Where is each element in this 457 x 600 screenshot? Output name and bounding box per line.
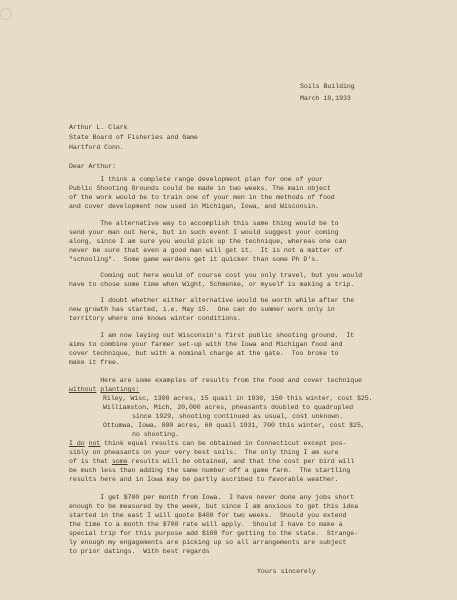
after-examples-start-3: of is that — [69, 458, 112, 465]
after-examples-line-5: results here and in Iowa may be partly ascribed to favorable weather. — [69, 476, 339, 483]
final-paragraph-line-7: to prior datings. With best regards — [69, 548, 210, 555]
header-building: Soils Building — [300, 83, 355, 90]
paragraph-2-line-3: along, since I am sure you would pick up the technique, whereas one can — [69, 238, 347, 245]
example-line-3: since 1929, shooting continued as usual, cost unknown. — [132, 413, 343, 420]
some-label: some — [111, 458, 128, 465]
example-line-2: Williamston, Mich, 20,000 acres, pheasants doubled to quadrupled — [103, 404, 354, 411]
closing: Yours sincerely — [257, 568, 316, 575]
paragraph-4-line-3: territory where one knows winter conditions. — [69, 315, 241, 322]
paragraph-3-line-2: have to chose some time when Wight, Schmenke, or myself is making a trip. — [69, 281, 355, 288]
paragraph-1-line-2: Public Shooting Grounds could be made in two weeks. The main object — [69, 185, 331, 192]
paragraph-2-line-4: never be sure that even a good man will get it. It is not a matter of — [69, 247, 343, 254]
after-examples-rest-2: results will be obtained, and that the cost per bird will — [127, 458, 355, 465]
after-examples-line-2: sibly on pheasants on your very best soils. The only thing I am sure — [69, 449, 339, 456]
header-date: March 10,1933 — [300, 95, 351, 102]
final-paragraph-line-6: ly enough my engagements are picking up so all arrangements are subject — [69, 539, 347, 546]
paragraph-4-line-2: new growth has started, i.e. May 15. One can do summer work only in — [69, 306, 335, 313]
paragraph-2-line-5: "schooling". Some game wardens get it quicker than some Ph D's. — [69, 256, 320, 263]
final-paragraph-line-1: I get $700 per month from Iowa. I have never done any jobs short — [69, 494, 355, 501]
example-line-1: Riley, Wisc, 1300 acres, 15 quail in 1930, 150 this winter, cost $25. — [103, 395, 373, 402]
after-examples-line-4: be much less than adding the same number off a game farm. The startling — [69, 467, 351, 474]
paragraph-2-line-1: The alternative way to accomplish this same thing would be to — [69, 220, 339, 227]
final-paragraph-line-4: the time to a month the $700 rate will apply. Should I have to make a — [69, 521, 343, 528]
final-paragraph-line-3: started in the east I will quote $400 for two weeks. Should you extend — [69, 512, 347, 519]
plantings-label: plantings: — [100, 386, 140, 393]
paragraph-5-line-4: make it free. — [69, 359, 120, 366]
paragraph-1-line-4: and cover development now used in Michigan, Iowa, and Wisconsin. — [69, 203, 320, 210]
without-label: without — [69, 386, 97, 393]
final-paragraph-line-2: enough to be measured by the week, but since I am anxious to get this idea — [69, 503, 359, 510]
example-line-4: Ottumwa, Iowa, 800 acres, 60 quail 1931, 700 this winter, cost $25, — [103, 422, 365, 429]
after-examples-line-1 — [69, 440, 346, 449]
recipient-location: Hartford Conn. — [69, 144, 124, 151]
punch-hole-mark — [0, 8, 12, 20]
final-paragraph-line-5: special trip for this purpose add $100 for getting to the state. Strange- — [69, 530, 359, 537]
salutation: Dear Arthur: — [69, 163, 116, 170]
example-line-5: no shooting. — [132, 431, 179, 438]
after-examples-rest-1: think equal results can be obtained in Connecticut except pos- — [100, 440, 347, 447]
paragraph-6-line-1: Here are some examples of results from the food and cover technique — [69, 377, 363, 384]
recipient-organization: State Board of Fisheries and Game — [69, 134, 198, 141]
paragraph-4-line-1: I doubt whether either alternative would be worth while after the — [69, 297, 355, 304]
plantings-heading — [69, 386, 139, 395]
paragraph-2-line-2: send your man out here, but in such event I would suggest your coming — [69, 229, 339, 236]
paragraph-1-line-3: of the work would be to train one of your men in the methods of food — [69, 194, 335, 201]
paragraph-5-line-3: cover technique, but with a nominal charge at the gate. Too broke to — [69, 350, 339, 357]
i-do-label: I do — [69, 440, 85, 447]
paragraph-1-line-1: I think a complete range development plan for one of your — [69, 176, 323, 183]
paragraph-3-line-1: Coming out here would of course cost you only travel, but you would — [69, 272, 363, 279]
paragraph-5-line-2: aims to combine your farmer set-up with the Iowa and Michigan food and — [69, 341, 343, 348]
not-label: not — [88, 440, 101, 447]
paragraph-5-line-1: I am now laying out Wisconsin's first public shooting ground. It — [69, 332, 355, 339]
recipient-name: Arthur L. Clark — [69, 124, 128, 131]
after-examples-line-3 — [69, 458, 354, 467]
